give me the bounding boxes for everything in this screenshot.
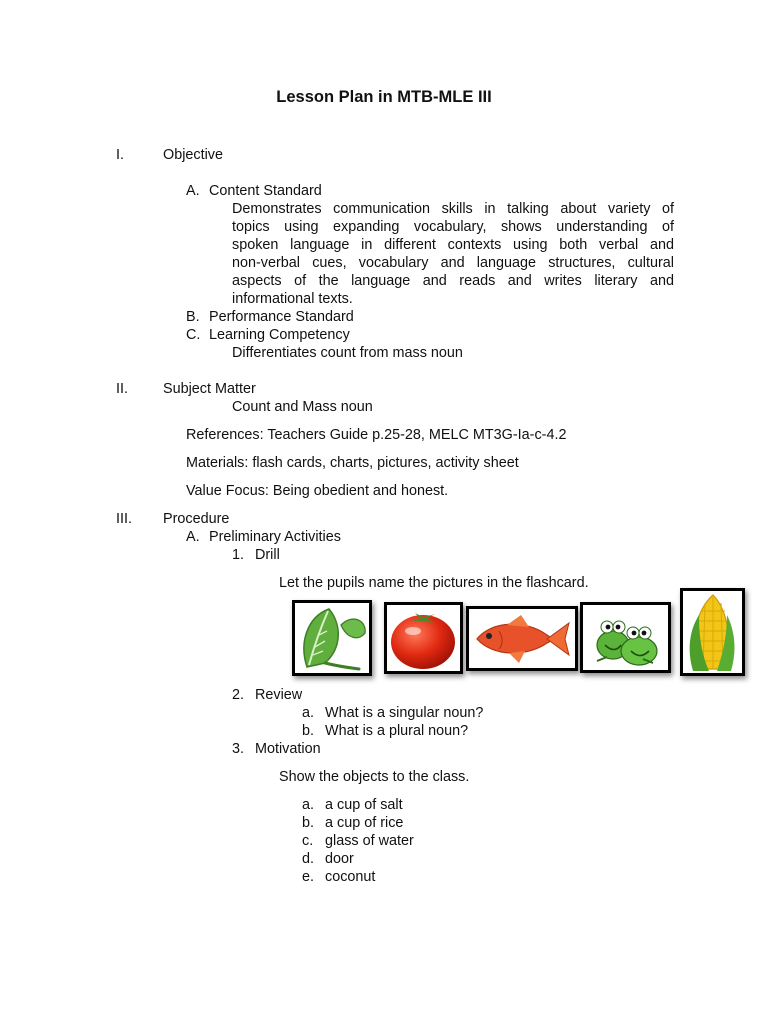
- content-standard-line: aspects of the language and reads and writes literary and: [232, 273, 674, 289]
- motivation-item: glass of water: [325, 833, 414, 849]
- frog-icon: [583, 605, 668, 670]
- page-title: Lesson Plan in MTB-MLE III: [276, 88, 492, 106]
- subject-topic: Count and Mass noun: [232, 399, 373, 415]
- content-standard-line: informational texts.: [232, 291, 353, 307]
- motivation-item: door: [325, 851, 354, 867]
- list-marker: A.: [186, 183, 200, 199]
- corn-icon: [683, 591, 742, 673]
- references-text: References: Teachers Guide p.25-28, MELC MT3G-Ia-c-4.2: [186, 427, 567, 443]
- review-item: What is a singular noun?: [325, 705, 484, 721]
- list-marker: a.: [302, 705, 315, 721]
- list-marker: A.: [186, 529, 200, 545]
- tomato-icon: [387, 605, 460, 671]
- flashcard-frog: [580, 602, 671, 673]
- section-numeral-objective: I.: [116, 147, 124, 163]
- preliminary-activities-label: Preliminary Activities: [209, 529, 341, 545]
- drill-instruction: Let the pupils name the pictures in the flashcard.: [279, 575, 589, 591]
- section-heading-procedure: Procedure: [163, 511, 230, 527]
- value-focus-text: Value Focus: Being obedient and honest.: [186, 483, 449, 499]
- flashcard-fish: [466, 606, 578, 671]
- section-heading-objective: Objective: [163, 147, 223, 163]
- list-marker: 3.: [232, 741, 245, 757]
- motivation-label: Motivation: [255, 741, 321, 757]
- motivation-item: a cup of salt: [325, 797, 403, 813]
- content-standard-line: topics using expanding vocabulary, shows understanding of: [232, 219, 674, 235]
- list-marker: d.: [302, 851, 315, 867]
- motivation-instruction: Show the objects to the class.: [279, 769, 470, 785]
- learning-competency-label: Learning Competency: [209, 327, 350, 343]
- list-marker: B.: [186, 309, 200, 325]
- flashcard-leaf: [292, 600, 372, 676]
- motivation-item: coconut: [325, 869, 376, 885]
- fish-icon: [469, 609, 575, 668]
- list-marker: 2.: [232, 687, 245, 703]
- motivation-item: a cup of rice: [325, 815, 404, 831]
- review-label: Review: [255, 687, 303, 703]
- list-marker: c.: [302, 833, 314, 849]
- flashcard-tomato: [384, 602, 463, 674]
- list-marker: b.: [302, 815, 315, 831]
- content-standard-label: Content Standard: [209, 183, 322, 199]
- materials-text: Materials: flash cards, charts, pictures, activity sheet: [186, 455, 519, 471]
- review-item: What is a plural noun?: [325, 723, 469, 739]
- drill-label: Drill: [255, 547, 280, 563]
- content-standard-line: non-verbal cues, vocabulary and language structures, cultural: [232, 255, 674, 271]
- content-standard-line: Demonstrates communication skills in talking about variety of: [232, 201, 674, 217]
- section-numeral-subject-matter: II.: [116, 381, 128, 397]
- learning-competency-text: Differentiates count from mass noun: [232, 345, 463, 361]
- section-heading-subject-matter: Subject Matter: [163, 381, 256, 397]
- list-marker: 1.: [232, 547, 245, 563]
- content-standard-line: spoken language in different contexts using both verbal and: [232, 237, 674, 253]
- flashcard-corn: [680, 588, 745, 676]
- performance-standard-label: Performance Standard: [209, 309, 354, 325]
- list-marker: e.: [302, 869, 315, 885]
- leaf-icon: [295, 603, 369, 673]
- section-numeral-procedure: III.: [116, 511, 132, 527]
- list-marker: a.: [302, 797, 315, 813]
- list-marker: C.: [186, 327, 201, 343]
- list-marker: b.: [302, 723, 315, 739]
